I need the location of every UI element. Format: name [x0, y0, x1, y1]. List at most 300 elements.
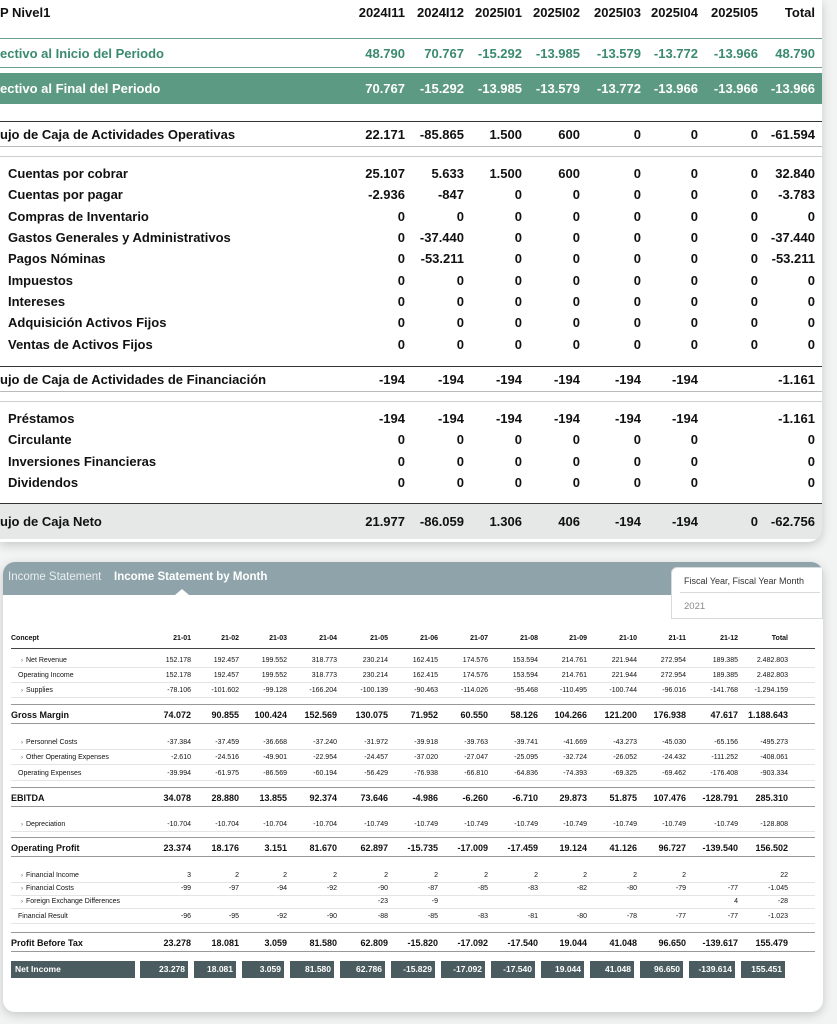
- expand-chevron-icon[interactable]: ›: [21, 822, 23, 828]
- cell-value: -39.918: [414, 739, 438, 746]
- cell-value: 152.178: [165, 657, 191, 664]
- row-label: Circulante: [8, 432, 72, 447]
- expand-chevron-icon[interactable]: ›: [21, 740, 23, 746]
- cell-value: 0: [572, 251, 580, 266]
- income-row-other-operating-expenses: [11, 750, 815, 765]
- cell-value: 199.552: [261, 657, 287, 664]
- cell-value: 0: [456, 273, 464, 288]
- cell-value: 0: [514, 432, 522, 447]
- cell-value: 0: [514, 230, 522, 245]
- row-intereses: [0, 291, 822, 312]
- column-header-month[interactable]: 21-11: [668, 635, 686, 642]
- cell-value: -10.749: [414, 821, 438, 828]
- cell-value: -111.252: [711, 754, 738, 761]
- cell-value: 107.476: [653, 793, 686, 803]
- cell-value: -94: [276, 885, 287, 892]
- cell-value: 1.306: [489, 514, 522, 529]
- cell-value: -45.030: [662, 739, 686, 746]
- cell-value: -37.240: [313, 739, 337, 746]
- row-operativas-total[interactable]: [0, 121, 822, 147]
- cell-value: 3.151: [264, 843, 287, 853]
- cell-value: -15.820: [407, 938, 438, 948]
- expand-chevron-icon[interactable]: ›: [21, 873, 23, 879]
- cell-value: -92: [326, 885, 337, 892]
- income-row-personnel-costs: [11, 735, 815, 750]
- cell-value: -86.569: [263, 770, 287, 777]
- column-header-period[interactable]: 2025I04: [651, 5, 698, 20]
- cell-value: -194: [614, 514, 641, 529]
- cell-value: 0: [750, 187, 758, 202]
- cell-value: 2: [583, 872, 587, 879]
- cell-value: 2: [682, 872, 686, 879]
- column-header-month[interactable]: 21-12: [720, 635, 738, 642]
- cell-total: 155.479: [755, 938, 788, 948]
- cell-value: 0: [397, 294, 405, 309]
- cell-value: 0: [514, 454, 522, 469]
- income-row-operating-expenses: [11, 766, 815, 781]
- row-label: [18, 735, 77, 751]
- cell-value: -100.744: [609, 687, 637, 694]
- cell-value: 230.214: [362, 657, 388, 664]
- cell-value: -10.704: [215, 821, 239, 828]
- income-row-operating-income: [11, 668, 815, 683]
- cell-value: 81.580: [287, 961, 337, 978]
- column-header-period[interactable]: 2025I03: [594, 5, 641, 20]
- cell-value: -15.735: [407, 843, 438, 853]
- row-label-text: Operating Profit: [11, 843, 80, 853]
- cell-value: -24.457: [364, 754, 388, 761]
- cell-value: 0: [572, 230, 580, 245]
- column-header-month[interactable]: 21-09: [569, 635, 587, 642]
- column-header-month[interactable]: 21-06: [420, 635, 438, 642]
- cell-value: -74.393: [563, 770, 587, 777]
- cell-value: -77: [727, 913, 738, 920]
- cell-value: 0: [690, 273, 698, 288]
- cell-value: 0: [397, 475, 405, 490]
- cell-value: -37.020: [414, 754, 438, 761]
- cell-value: 189.385: [712, 672, 738, 679]
- cell-value: -13.772: [596, 81, 641, 96]
- row-label-text: Gross Margin: [11, 710, 70, 720]
- cell-value: 600: [558, 166, 580, 181]
- cell-value: 176.938: [653, 710, 686, 720]
- cell-value: 2: [235, 872, 239, 879]
- cell-value: -39.741: [514, 739, 538, 746]
- income-row-operating-profit[interactable]: [11, 837, 815, 857]
- filter-value[interactable]: 2021: [684, 601, 706, 612]
- cell-value: 51.875: [609, 793, 637, 803]
- cell-value: 214.761: [561, 657, 587, 664]
- row-circulante: [0, 429, 822, 450]
- cell-value: 19.124: [559, 843, 587, 853]
- cell-value: -100.139: [360, 687, 388, 694]
- cell-value: 4: [734, 898, 738, 905]
- cell-value: 3: [187, 872, 191, 879]
- cell-value: -9: [431, 898, 438, 905]
- expand-chevron-icon[interactable]: ›: [21, 688, 23, 694]
- cell-value: -78: [626, 913, 637, 920]
- column-header-concept[interactable]: Concept: [11, 635, 39, 642]
- cell-value: 0: [514, 475, 522, 490]
- cell-value: -2.936: [368, 187, 405, 202]
- cell-value: -847: [437, 187, 464, 202]
- cell-value: -37.440: [419, 230, 464, 245]
- cell-value: 28.880: [211, 793, 239, 803]
- cell-value: 0: [572, 209, 580, 224]
- row-pagos-nominas: [0, 248, 822, 269]
- cell-value: 25.107: [365, 166, 405, 181]
- cell-value: -26.052: [613, 754, 637, 761]
- cell-value: 23.278: [163, 938, 191, 948]
- cell-total: 0: [807, 209, 815, 224]
- cell-value: 81.580: [309, 938, 337, 948]
- cell-value: 0: [633, 230, 641, 245]
- cell-value: -194: [553, 372, 580, 387]
- row-label-text: Operating Income: [18, 672, 74, 679]
- cell-value: 318.773: [311, 657, 337, 664]
- cell-value: 0: [750, 127, 758, 142]
- cell-value: 0: [633, 166, 641, 181]
- cell-value: 0: [514, 315, 522, 330]
- cell-value: 70.767: [424, 46, 464, 61]
- cell-total: -903.334: [760, 770, 788, 777]
- cell-value: -83: [527, 885, 538, 892]
- cell-value: -194: [671, 411, 698, 426]
- cell-value: 600: [558, 127, 580, 142]
- cell-value: 130.075: [355, 710, 388, 720]
- cell-value: -10.749: [662, 821, 686, 828]
- column-header-month[interactable]: 21-01: [173, 635, 191, 642]
- cell-value: 29.873: [559, 793, 587, 803]
- cell-total: 0: [807, 273, 815, 288]
- cell-value: -22.954: [313, 754, 337, 761]
- cell-value: -60.194: [313, 770, 337, 777]
- cell-value: 96.650: [637, 961, 686, 978]
- cell-value: -69.462: [662, 770, 686, 777]
- cell-value: 0: [397, 230, 405, 245]
- cell-value: 0: [750, 209, 758, 224]
- cell-total: -1.023: [768, 913, 788, 920]
- cell-value: -13.985: [477, 81, 522, 96]
- cell-value: -128.791: [702, 793, 738, 803]
- column-header-level[interactable]: P Nivel1: [0, 5, 51, 20]
- row-label: [11, 838, 80, 858]
- cell-value: 189.385: [712, 657, 738, 664]
- row-label: [11, 788, 45, 808]
- row-prestamos: [0, 408, 822, 429]
- column-header-period[interactable]: 2024I12: [417, 5, 464, 20]
- cell-value: 1.500: [489, 127, 522, 142]
- row-label: Cuentas por pagar: [8, 187, 123, 202]
- cell-value: -82: [576, 885, 587, 892]
- cell-value: 0: [690, 294, 698, 309]
- cell-value: -83: [477, 913, 488, 920]
- row-label-text: Other Operating Expenses: [26, 754, 109, 761]
- cell-value: -10.749: [613, 821, 637, 828]
- cell-total: 285.310: [755, 793, 788, 803]
- cell-value: 96.727: [658, 843, 686, 853]
- active-tab-indicator: [175, 589, 189, 595]
- row-adquisicion-activos: [0, 312, 822, 333]
- cell-total: -28: [777, 898, 788, 905]
- cell-value: -49.901: [263, 754, 287, 761]
- cell-total: -62.756: [770, 514, 815, 529]
- column-header-total[interactable]: Total: [771, 635, 788, 642]
- cell-value: 62.809: [360, 938, 388, 948]
- row-label: Compras de Inventario: [8, 209, 149, 224]
- cell-value: -41.669: [563, 739, 587, 746]
- cell-value: 0: [690, 432, 698, 447]
- row-label: [18, 817, 65, 833]
- cell-value: -194: [378, 411, 405, 426]
- column-header-month[interactable]: 21-10: [619, 635, 637, 642]
- cell-value: -194: [614, 411, 641, 426]
- cell-total: 1.188.643: [747, 710, 788, 720]
- cell-value: -90: [326, 913, 337, 920]
- cell-value: 92.374: [309, 793, 337, 803]
- cell-value: 121.200: [604, 710, 637, 720]
- cell-value: 318.773: [311, 672, 337, 679]
- cell-total: 0: [807, 315, 815, 330]
- cell-total: -37.440: [770, 230, 815, 245]
- row-label-text: Personnel Costs: [26, 739, 78, 746]
- row-label-text: Financial Result: [18, 913, 68, 920]
- cell-value: 47.617: [710, 710, 738, 720]
- cell-value: 214.761: [561, 672, 587, 679]
- cell-value: 0: [633, 315, 641, 330]
- cell-value: -10.749: [464, 821, 488, 828]
- cell-value: -53.211: [420, 251, 464, 266]
- cell-value: 152.178: [165, 672, 191, 679]
- cell-value: 0: [750, 273, 758, 288]
- column-header-period[interactable]: 2024I11: [358, 5, 405, 20]
- cell-value: -61.975: [215, 770, 239, 777]
- cell-total: -495.273: [760, 739, 788, 746]
- cell-value: 41.048: [587, 961, 637, 978]
- column-header-month[interactable]: 21-02: [221, 635, 239, 642]
- cell-value: -13.772: [653, 46, 698, 61]
- cell-total: 0: [807, 432, 815, 447]
- cell-value: 18.081: [211, 938, 239, 948]
- cell-value: 0: [750, 166, 758, 181]
- row-label: Gastos Generales y Administrativos: [8, 230, 231, 245]
- cell-value: 0: [633, 273, 641, 288]
- column-header-total[interactable]: Total: [784, 5, 815, 20]
- cell-value: -10.704: [313, 821, 337, 828]
- row-label: [11, 933, 83, 953]
- cell-total: -1.045: [768, 885, 788, 892]
- divider: [680, 592, 820, 593]
- row-label: ujo de Caja Neto: [0, 514, 102, 529]
- cell-value: -13.985: [535, 46, 580, 61]
- cell-value: -194: [671, 372, 698, 387]
- cell-value: 60.550: [460, 710, 488, 720]
- cell-value: 0: [397, 454, 405, 469]
- cell-value: -13.579: [535, 81, 580, 96]
- cell-value: -64.836: [514, 770, 538, 777]
- cell-value: -194: [671, 514, 698, 529]
- cell-value: 272.954: [660, 672, 686, 679]
- cell-value: 19.044: [538, 961, 587, 978]
- row-label: ectivo al Inicio del Periodo: [0, 46, 164, 61]
- cell-value: -10.704: [167, 821, 191, 828]
- income-row-gross-margin[interactable]: [11, 704, 815, 724]
- cell-value: 0: [397, 273, 405, 288]
- cell-value: 0: [456, 209, 464, 224]
- expand-chevron-icon[interactable]: ›: [21, 899, 23, 905]
- row-inversiones-financieras: [0, 451, 822, 472]
- cell-value: -95: [228, 913, 239, 920]
- fiscal-year-filter[interactable]: [671, 567, 823, 619]
- expand-chevron-icon[interactable]: ›: [21, 658, 23, 664]
- cell-value: 0: [633, 432, 641, 447]
- cell-value: 0: [456, 337, 464, 352]
- cell-value: -10.704: [263, 821, 287, 828]
- tab-income-statement[interactable]: Income Statement: [8, 571, 102, 583]
- cell-value: 0: [572, 454, 580, 469]
- cell-value: 192.457: [213, 672, 239, 679]
- cell-value: 0: [633, 251, 641, 266]
- cell-value: 406: [558, 514, 580, 529]
- income-row-profit-before-tax[interactable]: [11, 932, 815, 952]
- cell-value: -15.292: [477, 46, 522, 61]
- column-header-month[interactable]: 21-03: [269, 635, 287, 642]
- cell-value: 0: [690, 230, 698, 245]
- cell-value: 41.126: [609, 843, 637, 853]
- column-header-period[interactable]: 2025I01: [475, 5, 522, 20]
- income-row-supplies: [11, 683, 815, 698]
- row-label: [18, 894, 120, 910]
- cell-value: 0: [750, 315, 758, 330]
- cell-value: -31.972: [364, 739, 388, 746]
- cell-value: -15.292: [419, 81, 464, 96]
- cell-value: 22.171: [365, 127, 405, 142]
- cell-value: -79: [675, 885, 686, 892]
- cell-value: -194: [614, 372, 641, 387]
- cell-value: 199.552: [261, 672, 287, 679]
- cell-value: 174.576: [462, 672, 488, 679]
- cell-value: 162.415: [412, 657, 438, 664]
- cell-value: 2: [484, 872, 488, 879]
- income-row-ebitda[interactable]: [11, 787, 815, 807]
- row-label-text: Financial Costs: [26, 885, 74, 892]
- cell-value: -25.095: [514, 754, 538, 761]
- column-header-period[interactable]: 2025I05: [711, 5, 758, 20]
- cell-value: -77: [675, 913, 686, 920]
- cell-value: -110.495: [559, 687, 587, 694]
- row-financiacion-total[interactable]: [0, 366, 822, 392]
- cell-value: 0: [690, 475, 698, 490]
- column-header-month[interactable]: 21-07: [470, 635, 488, 642]
- column-header-month[interactable]: 21-05: [370, 635, 388, 642]
- income-row-net-income[interactable]: [11, 961, 815, 978]
- row-label: Cuentas por cobrar: [8, 166, 128, 181]
- cell-value: -81: [527, 913, 538, 920]
- cell-value: -17.540: [488, 961, 538, 978]
- cell-value: -17.092: [457, 938, 488, 948]
- cell-total: 0: [807, 454, 815, 469]
- cell-value: 5.633: [431, 166, 464, 181]
- cell-value: -2.610: [171, 754, 191, 761]
- cell-value: 0: [456, 294, 464, 309]
- cell-value: 0: [750, 230, 758, 245]
- row-label-text: Net Income: [15, 964, 61, 974]
- cell-value: 104.266: [554, 710, 587, 720]
- cell-value: 41.048: [609, 938, 637, 948]
- row-label-text: Foreign Exchange Differences: [26, 898, 121, 905]
- cell-value: 18.081: [191, 961, 239, 978]
- cell-value: -77: [727, 885, 738, 892]
- row-dividendos: [0, 472, 822, 493]
- cell-total: -53.211: [771, 251, 815, 266]
- cell-value: 3.059: [264, 938, 287, 948]
- cell-value: 0: [633, 475, 641, 490]
- cell-value: 0: [750, 514, 758, 529]
- cell-total: 32.840: [775, 166, 815, 181]
- cell-value: 0: [750, 251, 758, 266]
- cell-value: 0: [690, 127, 698, 142]
- cell-value: 0: [572, 315, 580, 330]
- cell-value: 2: [633, 872, 637, 879]
- cell-total: 0: [807, 475, 815, 490]
- cell-value: 192.457: [213, 657, 239, 664]
- cell-value: 0: [690, 315, 698, 330]
- cell-value: -6.710: [512, 793, 538, 803]
- cell-value: 73.646: [360, 793, 388, 803]
- cell-value: 0: [633, 187, 641, 202]
- tab-income-statement-by-month[interactable]: Income Statement by Month: [114, 571, 268, 583]
- cell-value: -114.026: [460, 687, 488, 694]
- cell-value: 0: [750, 294, 758, 309]
- cell-value: -90: [377, 885, 388, 892]
- row-label: Ventas de Activos Fijos: [8, 337, 153, 352]
- cell-value: -99.128: [263, 687, 287, 694]
- row-label: Pagos Nóminas: [8, 251, 106, 266]
- cell-value: -76.938: [414, 770, 438, 777]
- cell-value: 221.944: [611, 657, 637, 664]
- cell-value: 0: [572, 273, 580, 288]
- row-label: [18, 766, 81, 781]
- cell-value: -85: [427, 913, 438, 920]
- cell-value: 2: [283, 872, 287, 879]
- cell-value: -69.325: [613, 770, 637, 777]
- cell-value: 58.126: [510, 710, 538, 720]
- cell-value: 0: [397, 432, 405, 447]
- row-label: [11, 961, 135, 978]
- column-header-month[interactable]: 21-08: [520, 635, 538, 642]
- cell-value: 0: [514, 337, 522, 352]
- cell-value: -96: [180, 913, 191, 920]
- income-header-row: [11, 633, 815, 649]
- cell-value: 0: [572, 294, 580, 309]
- cell-value: 71.952: [410, 710, 438, 720]
- cell-value: 70.767: [365, 81, 405, 96]
- cell-value: 0: [750, 337, 758, 352]
- row-label: Adquisición Activos Fijos: [8, 315, 167, 330]
- cell-value: -86.059: [419, 514, 464, 529]
- cash-flow-header-row: [0, 4, 822, 22]
- expand-chevron-icon[interactable]: ›: [21, 886, 23, 892]
- cell-total: -1.161: [778, 411, 815, 426]
- cell-value: 21.977: [365, 514, 405, 529]
- cell-value: -6.260: [462, 793, 488, 803]
- column-header-period[interactable]: 2025I02: [533, 5, 580, 20]
- cell-value: -23: [377, 898, 388, 905]
- column-header-month[interactable]: 21-04: [319, 635, 337, 642]
- cell-value: 0: [456, 475, 464, 490]
- cell-value: 153.594: [512, 657, 538, 664]
- expand-chevron-icon[interactable]: ›: [21, 755, 23, 761]
